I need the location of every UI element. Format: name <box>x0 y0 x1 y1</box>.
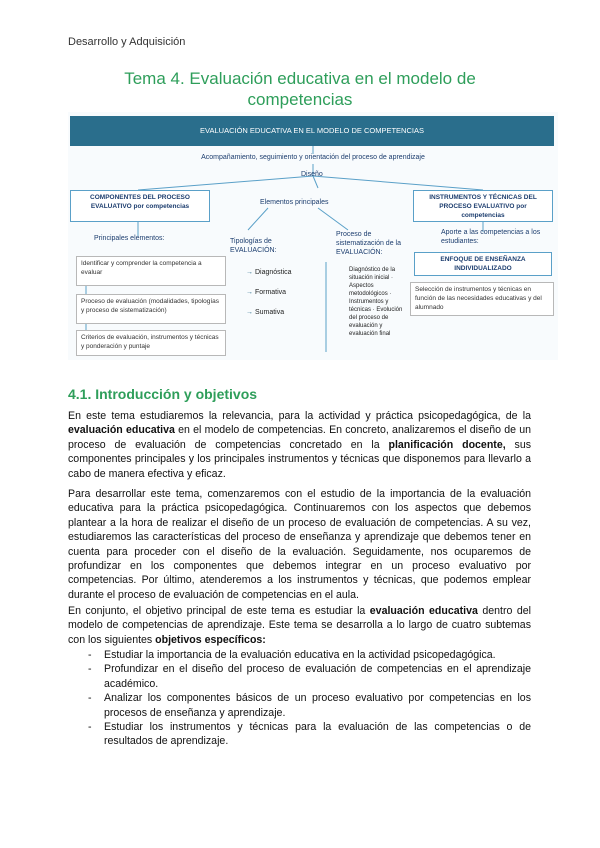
section-heading: 4.1. Introducción y objetivos <box>68 386 258 402</box>
p1-bold-2: planificación docente, <box>388 438 506 451</box>
left-item: Criterios de evaluación, instrumentos y técnicas y ponderación y puntaje <box>76 330 226 356</box>
running-header: Desarrollo y Adquisición <box>68 36 186 48</box>
left-item: Identificar y comprender la competencia a evaluar <box>76 256 226 286</box>
typology-item: → Formativa <box>246 289 286 296</box>
list-item: - Analizar los componentes básicos de un proceso evaluativo por competencias en los procesos de enseñanza y aprendizaje. <box>68 691 531 720</box>
main-elements-label: Elementos principales <box>260 199 329 206</box>
p1-text: En este tema estudiaremos la relevancia, para la actividad y práctica psicopedagógica, de la <box>68 410 531 422</box>
list-item: - Estudiar los instrumentos y técnicas para la evaluación de las competencias o de resultados de aprendizaje. <box>68 720 531 749</box>
approach-text: Selección de instrumentos y técnicas en función de las necesidades educativas y del alumnado <box>410 282 554 316</box>
p3-bold-2: objetivos específicos: <box>155 633 266 646</box>
p1-text: en el modelo de competencias. En concreto, analizaremos el diseño de un proceso de evaluación de competencias concretado en la <box>68 424 531 451</box>
objectives-list <box>68 648 531 749</box>
paragraph-2: Para desarrollar este tema, comenzaremos con el estudio de la importancia de la evaluación educativa para la práctica psicopedagógica. Continuaremos con los aspectos que debemos plantear a la hora de realizar el diseño de un proceso de evaluación de competencias. A su vez, estudiaremos las características del proceso de enseñanza y aprendizaje que debemos tener en cuenta para proceder con el diseño de la evaluación. Seguidamente, nos ocuparemos de profundizar en los componentes que debemos integrar en un proceso evaluativo por competencias. Por último, atenderemos a los instrumentos y técnicas, que podemos emplear durante el proceso de evaluación de competencias en el aula. <box>68 488 531 601</box>
systematization-items: Diagnóstico de la situación inicial · Aspectos metodológicos · Instrumentos y técnicas · Evolución del proceso de evaluación y evaluación final <box>349 267 403 337</box>
paragraph-3 <box>68 604 531 647</box>
list-item: - Estudiar la importancia de la evaluación educativa en la actividad psicopedagógica. <box>68 648 531 662</box>
paragraph-1 <box>68 409 531 481</box>
approach-box: ENFOQUE DE ENSEÑANZA INDIVIDUALIZADO <box>414 252 552 276</box>
diagram-subtitle: Acompañamiento, seguimiento y orientación del proceso de aprendizaje <box>201 154 425 161</box>
contributions-label: Aporte a las competencias a los estudiantes: <box>441 229 541 245</box>
p1-text: sus componentes principales y los principales instrumentos y técnicas que disponemos para llevarlo a cabo de manera efectiva y eficaz. <box>68 438 532 480</box>
title-line-2: competencias <box>247 90 353 109</box>
diagram-banner: EVALUACIÓN EDUCATIVA EN EL MODELO DE COMPETENCIAS <box>70 116 554 146</box>
concept-diagram <box>68 112 558 360</box>
typology-item: → Diagnóstica <box>246 269 292 276</box>
p3-bold-1: evaluación educativa <box>369 605 478 617</box>
diagram-design-label: Diseño <box>301 171 323 178</box>
list-item: - Profundizar en el diseño del proceso de evaluación de competencias en el aprendizaje académico. <box>68 662 531 691</box>
p3-text: En conjunto, el objetivo principal de este tema es estudiar la <box>68 605 370 617</box>
page-title <box>0 68 600 110</box>
systematization-label: Proceso de sistematización de la EVALUACIÓN: <box>336 231 401 256</box>
typology-item: → Sumativa <box>246 309 284 316</box>
left-item: Proceso de evaluación (modalidades, tipologías y proceso de sistematización) <box>76 294 226 324</box>
components-box: COMPONENTES DEL PROCESO EVALUATIVO por competencias <box>70 190 210 222</box>
p1-bold-1: evaluación educativa <box>68 424 175 437</box>
title-line-1: Tema 4. Evaluación educativa en el modelo de <box>124 69 476 88</box>
principal-elements-label: Principales elementos: <box>94 235 165 242</box>
typologies-label: Tipologías de EVALUACIÓN: <box>230 238 277 254</box>
p3-text: dentro del modelo de competencias de aprendizaje. Este tema se desarrolla a lo largo de cuatro subtemas con los siguientes <box>68 605 531 646</box>
instruments-box: INSTRUMENTOS Y TÉCNICAS DEL PROCESO EVALUATIVO por competencias <box>413 190 553 222</box>
